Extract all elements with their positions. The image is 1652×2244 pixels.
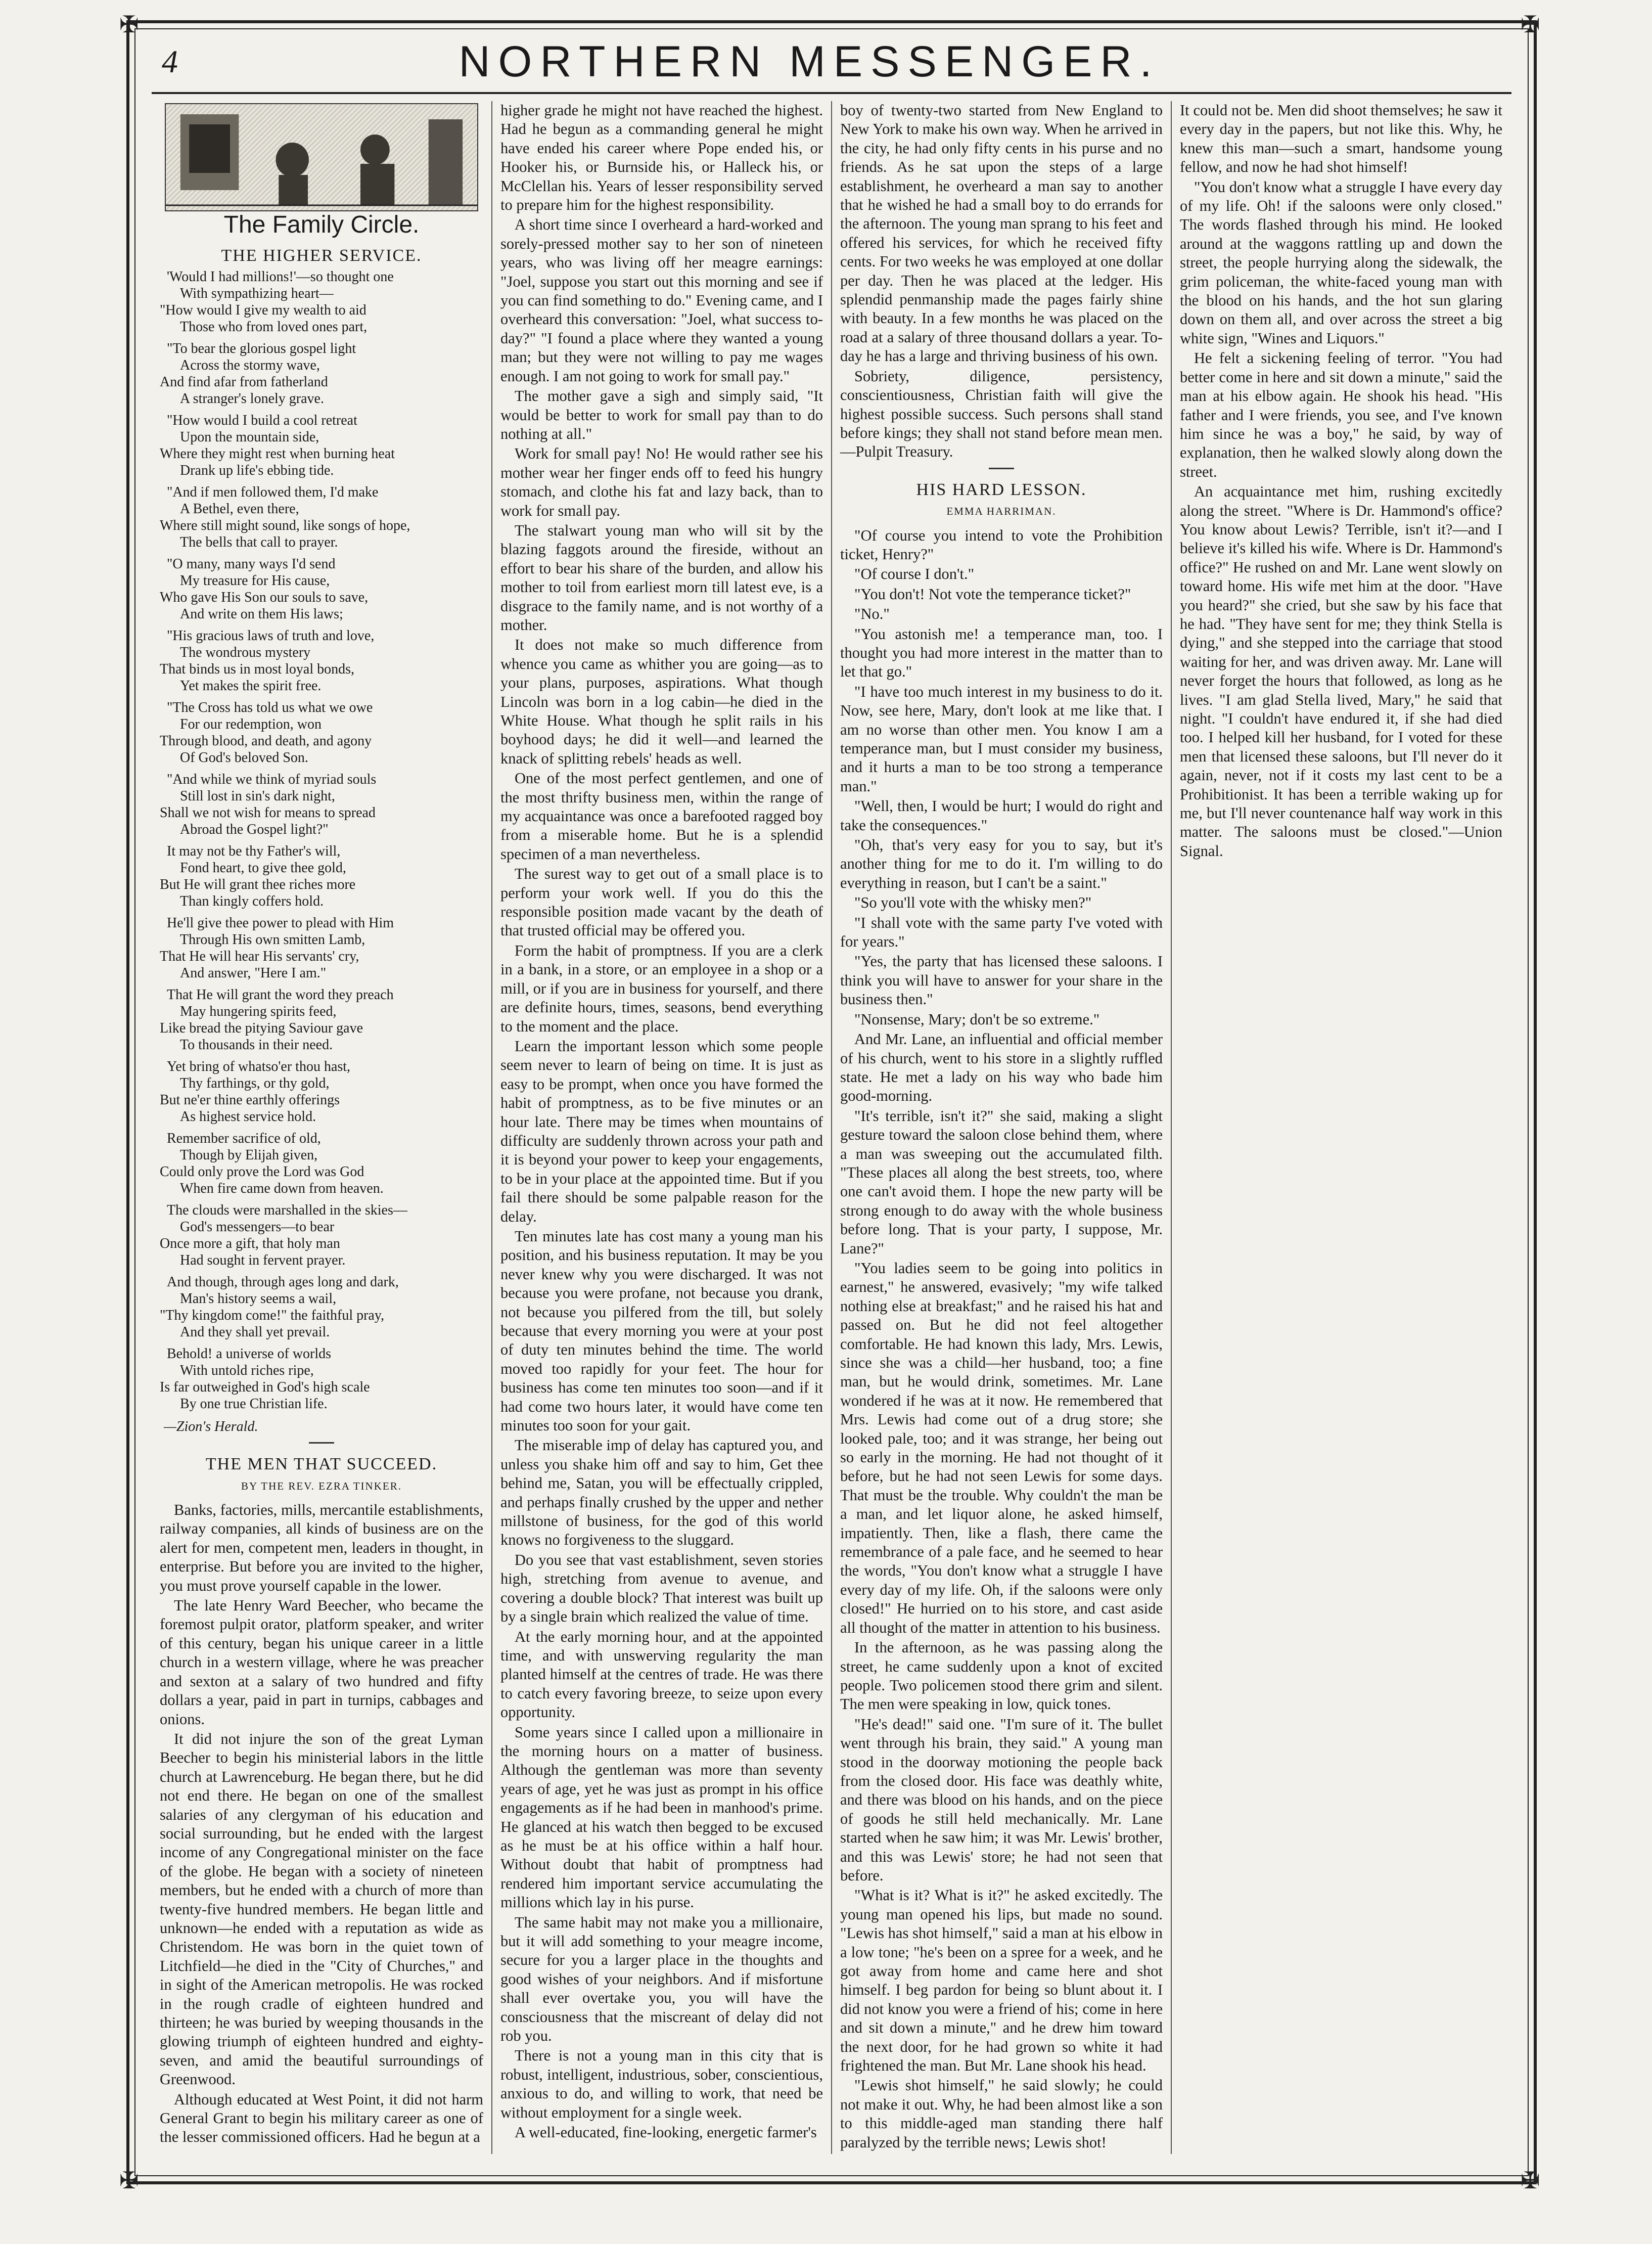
poem-line: A Bethel, even there, xyxy=(180,501,299,517)
poem-line: "O many, many ways I'd send xyxy=(167,556,336,572)
poem-stanza xyxy=(160,915,483,981)
poem-line: And answer, "Here I am." xyxy=(180,965,327,981)
text-columns xyxy=(152,101,1511,2154)
article-byline: BY THE REV. EZRA TINKER. xyxy=(241,1479,402,1492)
poem-line: And though, through ages long and dark, xyxy=(167,1274,399,1290)
column-2 xyxy=(491,101,831,2154)
poem-stanza xyxy=(160,699,483,766)
poem-stanza xyxy=(160,1274,483,1340)
poem-line: To thousands in their need. xyxy=(180,1037,333,1053)
article-paragraph: The miserable imp of delay has captured you, and unless you shake him off and say to him, Get thee behind me, Satan, you will be effectually crippled, and perhaps finally crushed by the upper and nether millstone of business, for the god of this world knows no forgiveness to the sluggard. xyxy=(500,1437,823,1549)
poem-line: "How would I give my wealth to aid xyxy=(160,302,366,318)
article-paragraph: "I have too much interest in my business to do it. Now, see here, Mary, don't look at me like that. I am no worse than other men. You know I am a temperance man, but I must consider my business, and it hurts a man to be too strong a temperance man." xyxy=(840,683,1163,795)
article-paragraph: It did not injure the son of the great Lyman Beecher to begin his ministerial labors in the little church at Lawrenceburg. He began there, but he did not end there. He began on one of the smallest salaries of any clergyman of his education and social surrounding, but he ended with the largest income of any Congregational minister on the face of the globe. He began with a society of nineteen members, but he ended with a church of more than twenty-five hundred members. He began little and unknown—he ended with a reputation as wide as Christendom. He was born in the quiet town of Litchfield—he died in the "City of Churches," and in sight of the American metropolis. He was rocked in the rough cradle of eighteen hundred and thirteen; he was buried by weeping thousands in the glowing triumph of eighteen hundred and eighty-seven, and amid the beautiful surroundings of Greenwood. xyxy=(160,1730,483,2088)
poem-line: That binds us in most loyal bonds, xyxy=(160,661,354,677)
poem-line: "To bear the glorious gospel light xyxy=(167,340,356,356)
poem-line: Abroad the Gospel light?" xyxy=(180,821,329,837)
poem-line: Across the stormy wave, xyxy=(180,357,320,373)
article-paragraph: Banks, factories, mills, mercantile establishments, railway companies, all kinds of business are on the alert for men, competent men, leaders in thought, in enterprise. But before you are invited to the higher, you must prove yourself capable in the lower. xyxy=(160,1501,483,1594)
poem-line: With sympathizing heart— xyxy=(180,285,334,301)
corner-ornament-icon: ✠ xyxy=(1521,2168,1540,2193)
poem-line: And they shall yet prevail. xyxy=(180,1324,330,1340)
poem-line: Yet makes the spirit free. xyxy=(180,678,322,694)
article-paragraph: He felt a sickening feeling of terror. "You had better come in here and sit down a minute," said the man at his elbow again. He shook his head. "His father and I were friends, you see, and I've known him since he was a boy," he said, by way of explanation, then he walked slowly along down the street. xyxy=(1180,349,1502,480)
article-paragraph: "You astonish me! a temperance man, too. I thought you had more interest in the matter than to let that go." xyxy=(840,625,1163,681)
poem-stanza xyxy=(160,1130,483,1197)
article-byline: EMMA HARRIMAN. xyxy=(946,505,1057,518)
divider xyxy=(309,1442,334,1444)
poem-stanza xyxy=(160,627,483,694)
poem-stanza xyxy=(160,986,483,1053)
article-paragraph: It does not make so much difference from whence you came as whither you are going—as to your plans, purposes, aspirations. What though Lincoln was born in a log cabin—he died in the White House. What though he split rails in his boyhood days; he did it well—and learned the knack of splitting rebels' heads as well. xyxy=(500,636,823,767)
poem-line: And find afar from fatherland xyxy=(160,374,328,390)
poem-title: THE HIGHER SERVICE. xyxy=(221,246,422,265)
article-paragraph: At the early morning hour, and at the appointed time, and with unswerving regularity the man planted himself at the centres of trade. He was there to catch every favoring breeze, to seize upon every opportunity. xyxy=(500,1628,823,1721)
column-1 xyxy=(152,101,491,2154)
article-paragraph: One of the most perfect gentlemen, and one of the most thrifty business men, within the range of my acquaintance was once a barefooted ragged boy from a miserable home. But he is a splendid specimen of a man nevertheless. xyxy=(500,770,823,863)
article-paragraph: "What is it? What is it?" he asked excitedly. The young man opened his lips, but made no sound. "Lewis has shot himself," said a man at his elbow in a low tone; "he's been on a spree for a week, and he got away from home and came here and shot himself. I beg pardon for being so blunt about it. I did not know you were a friend of his; come in here and sit down a minute," and he drew him toward the next door, for he had grown so white it had frightened the man. But Mr. Lane shook his head. xyxy=(840,1887,1163,2075)
page-number: 4 xyxy=(162,43,178,79)
article-paragraph: Do you see that vast establishment, seven stories high, stretching from avenue to avenue, and covering a double block? That interest was built up by a single brain which realized the value of time. xyxy=(500,1551,823,1626)
poem-line: Like bread the pitying Saviour gave xyxy=(160,1020,363,1036)
corner-ornament-icon: ✠ xyxy=(1521,12,1540,37)
poem-line: "And if men followed them, I'd make xyxy=(167,484,379,500)
poem-line: 'Would I had millions!'—so thought one xyxy=(167,268,394,285)
poem-line: May hungering spirits feed, xyxy=(180,1003,337,1019)
poem-line: The clouds were marshalled in the skies— xyxy=(167,1202,407,1218)
poem-line: He'll give thee power to plead with Him xyxy=(167,915,394,931)
poem-line: By one true Christian life. xyxy=(180,1396,328,1412)
article-paragraph: A short time since I overheard a hard-worked and sorely-pressed mother say to her son of nineteen years, who was living off her meagre earnings: "Joel, suppose you start out this morning and see if you can find something to do." Evening came, and I overheard this conversation: "Joel, what success to-day?" "I found a place where they wanted a young man; but they were not willing to pay me wages enough. I am not going to work for small pay." xyxy=(500,216,823,385)
poem-stanza xyxy=(160,412,483,479)
poem-line: Could only prove the Lord was God xyxy=(160,1163,364,1180)
article-paragraph-continued: higher grade he might not have reached the highest. Had he begun as a commanding general he might have ended his career where Pope ended his, or Hooker his, or Burnside his, or Halleck his, or McClellan his. Years of lesser responsibility served to prepare him for the highest responsibility. xyxy=(500,102,823,214)
article-paragraph: "Nonsense, Mary; don't be so extreme." xyxy=(854,1010,1100,1028)
poem-line: Where they might rest when burning heat xyxy=(160,445,395,462)
poem-line: When fire came down from heaven. xyxy=(180,1180,384,1196)
poem-line: A stranger's lonely grave. xyxy=(180,390,324,407)
article-paragraph: Some years since I called upon a millionaire in the morning hours on a matter of business. Although the gentleman was more than seventy years of age, yet he was just as prompt in his office engagements as if he had been in manhood's prime. He glanced at his watch then begged to be excused as he must be at his office within a half hour. Without doubt that habit of promptness had rendered him important service accumulating the millions which lay in his purse. xyxy=(500,1723,823,1911)
article-paragraph: The mother gave a sigh and simply said, "It would be better to work for small pay than to do nothing at all." xyxy=(500,387,823,442)
poem-line: Those who from loved ones part, xyxy=(180,319,368,335)
poem-line: For our redemption, won xyxy=(180,716,322,732)
poem-line: Upon the mountain side, xyxy=(180,429,319,445)
family-scene-illustration xyxy=(166,104,477,210)
article-paragraph: The late Henry Ward Beecher, who became the foremost pulpit orator, platform speaker, and writer of this century, began his unique career in a little church in a western village, where he was preacher and sexton at a salary of two hundred and fifty dollars a year, paid in part in turnips, cabbages and onions. xyxy=(160,1597,483,1728)
article-paragraph: "You don't! Not vote the temperance ticket?" xyxy=(854,585,1131,603)
poem-stanza xyxy=(160,1058,483,1125)
poem-line: Than kingly coffers hold. xyxy=(180,893,324,909)
poem-line: "The Cross has told us what we owe xyxy=(167,699,373,715)
article-paragraph: "Of course you intend to vote the Prohibition ticket, Henry?" xyxy=(840,526,1163,563)
article-paragraph: Learn the important lesson which some people seem never to learn of being on time. It is just as easy to be prompt, when once you have formed the habit of promptness, as to be five minutes or an hour late. There may be times when mountains of difficulty are suddenly thrown across your path and it is beyond your power to keep your engagements, to be in your place at the appointed time. But if you fail there should be some palpable reason for the delay. xyxy=(500,1037,823,1225)
article-paragraph: The stalwart young man who will sit by the blazing faggots around the fireside, without an effort to bear his share of the burden, and allow his mother to toil from earliest morn till latest eve, is a disgrace to the family name, and is not worthy of a mother. xyxy=(500,521,823,634)
article-paragraph-continued: It could not be. Men did shoot themselves; he saw it every day in the papers, but not like this. Why, he knew this man—such a smart, handsome young fellow, and now he had shot himself! xyxy=(1180,102,1502,176)
poem-stanza xyxy=(160,771,483,838)
poem-stanza xyxy=(160,340,483,407)
poem-line: Fond heart, to give thee gold, xyxy=(180,860,346,876)
poem-line: "His gracious laws of truth and love, xyxy=(167,627,375,644)
article-paragraph: The surest way to get out of a small place is to perform your work well. If you do this the responsible position made vacant by the death of that trusted official may be offered you. xyxy=(500,865,823,939)
article-paragraph: "Of course I don't." xyxy=(854,565,975,583)
poem-stanza xyxy=(160,484,483,551)
poem-line: Drank up life's ebbing tide. xyxy=(180,462,334,478)
article-paragraph: Work for small pay! No! He would rather see his mother wear her finger ends off to feed his hungry stomach, and clothe his fat and lazy back, than to work for small pay. xyxy=(500,445,823,519)
article-paragraph: "Lewis shot himself," he said slowly; he could not make it out. Why, he had been almost like a son to this middle-aged man standing there half paralyzed by the terrible news; Lewis shot! xyxy=(840,2077,1163,2151)
poem-line: Shall we not wish for means to spread xyxy=(160,804,376,821)
poem-line: "And while we think of myriad souls xyxy=(167,771,377,787)
poem-line: The wondrous mystery xyxy=(180,644,311,660)
divider xyxy=(989,468,1014,469)
article-paragraph: "Yes, the party that has licensed these saloons. I think you will have to answer for your share in the business then." xyxy=(840,953,1163,1008)
corner-ornament-icon: ✠ xyxy=(119,2168,139,2193)
poem-line: Through blood, and death, and agony xyxy=(160,733,372,749)
article-paragraph: Form the habit of promptness. If you are a clerk in a bank, in a store, or an employee in a shop or a mill, or if you are in business for yourself, and there are definite hours, times, seasons, bend everything to the moment and the place. xyxy=(500,941,823,1035)
article-paragraph: Ten minutes late has cost many a young man his position, and his business reputation. It may be you never knew why you were discharged. It was not because you were profane, not because you drank, not because you pilfered from the till, but solely because that every morning you were at your post of duty ten minutes behind the time. The world moved too rapidly for your feet. The hour for business has come ten minutes too soon—and if it had come two hours later, it would have come ten minutes too soon for your gait. xyxy=(500,1227,823,1434)
article-paragraph: "You don't know what a struggle I have every day of my life. Oh! if the saloons were only closed." The words flashed through his mind. He looked around at the waggons rattling up and down the street, the people hurrying along the sidewalk, the grim policeman, the white-faced young man with the blood on his hands, and the hot sun glaring down on them all, and over across the street a big white sign, "Wines and Liquors." xyxy=(1180,178,1502,347)
article-paragraph: "Well, then, I would be hurt; I would do right and take the consequences." xyxy=(840,797,1163,834)
poem-line: God's messengers—to bear xyxy=(180,1219,335,1235)
poem-line: And write on them His laws; xyxy=(180,606,343,622)
article-paragraph: "I shall vote with the same party I've voted with for years." xyxy=(840,914,1163,951)
article-paragraph: "No." xyxy=(854,605,890,623)
poem-line: Still lost in sin's dark night, xyxy=(180,788,335,804)
poem-line: But He will grant thee riches more xyxy=(160,876,356,892)
masthead xyxy=(152,31,1511,94)
poem-line: That He will grant the word they preach xyxy=(167,986,394,1003)
poem-line: Yet bring of whatso'er thou hast, xyxy=(167,1058,351,1074)
poem-line: Had sought in fervent prayer. xyxy=(180,1252,346,1268)
poem-line: But ne'er thine earthly offerings xyxy=(160,1092,340,1108)
article-paragraph: "He's dead!" said one. "I'm sure of it. The bullet went through his brain, they said." A young man stood in the doorway motioning the people back from the closed door. His face was deathly white, and there was blood on his hands, and on the piece of goods he still held mechanically. Mr. Lane started when he saw him; it was Mr. Lewis' brother, and this was Lewis' store; he had not seen that before. xyxy=(840,1715,1163,1884)
poem-line: Of God's beloved Son. xyxy=(180,749,308,766)
corner-ornament-icon: ✠ xyxy=(119,12,139,37)
poem-line: Once more a gift, that holy man xyxy=(160,1235,340,1251)
poem-line: "How would I build a cool retreat xyxy=(167,412,357,428)
article-paragraph-continued: boy of twenty-two started from New England to New York to make his own way. When he arrived in the city, he had only fifty cents in his purse and no friends. As he sat upon the steps of a large establishment, he overheard a man say to another that he wished he had a small boy to do errands for the afternoon. The young man sprang to his feet and offered his services, for which he received fifty cents. For two weeks he was employed at one dollar per day. Then he was placed at the ledger. His splendid penmanship made the pages fairly shine with beauty. In a few months he was placed on the road at a salary of three thousand dollars a year. To-day he has a large and thriving business of his own. xyxy=(840,102,1163,365)
poem-line: Thy farthings, or thy gold, xyxy=(180,1075,330,1091)
poem-line: Behold! a universe of worlds xyxy=(167,1345,332,1362)
article-paragraph: Although educated at West Point, it did not harm General Grant to begin his military career as one of the lesser commissioned officers. Had he begun at a xyxy=(160,2090,483,2146)
article-paragraph: There is not a young man in this city that is robust, intelligent, industrious, sober, conscientious, anxious to do, and willing to work, that need be without employment for a single week. xyxy=(500,2047,823,2121)
article-paragraph: "So you'll vote with the whisky men?" xyxy=(854,894,1092,912)
poem-line: My treasure for His cause, xyxy=(180,572,330,589)
article-body xyxy=(160,1501,483,2147)
poem-line: It may not be thy Father's will, xyxy=(167,843,341,859)
article-paragraph: Sobriety, diligence, persistency, conscientiousness, Christian faith will give the highest possible success. Such persons shall stand before kings; they shall not stand before mean men.—Pulpit Treasury. xyxy=(840,367,1163,461)
article-title: HIS HARD LESSON. xyxy=(916,480,1087,499)
poem-stanza xyxy=(160,843,483,910)
poem-line: With untold riches ripe, xyxy=(180,1362,314,1378)
poem-line: Through His own smitten Lamb, xyxy=(180,931,365,948)
poem-stanza xyxy=(160,1202,483,1269)
column-3 xyxy=(831,101,1171,2154)
article-paragraph: "It's terrible, isn't it?" she said, making a slight gesture toward the saloon close behind them, where a man was sweeping out the accumulated filth. "These places all along the best streets, too, where one can't avoid them. I hope the new party will be strong enough to do away with the whole business before long. That is your party, I suppose, Mr. Lane?" xyxy=(840,1107,1163,1257)
poem-line: "Thy kingdom come!" the faithful pray, xyxy=(160,1307,385,1323)
section-heading: The Family Circle. xyxy=(223,211,420,238)
poem-line: Is far outweighed in God's high scale xyxy=(160,1379,370,1395)
poem-line: Though by Elijah given, xyxy=(180,1147,318,1163)
poem-stanza xyxy=(160,268,483,335)
poem-line: As highest service hold. xyxy=(180,1108,316,1125)
poem-line: Remember sacrifice of old, xyxy=(167,1130,321,1146)
article-paragraph: "Oh, that's very easy for you to say, but it's another thing for me to do it. I'm willing to do everything in reason, but I can't be a saint." xyxy=(840,836,1163,891)
article-paragraph: "You ladies seem to be going into politics in earnest," he answered, evasively; "my wife talked nothing else at breakfast;" and he raised his hat and passed on. But he did not feel altogether comfortable. He had known this lady, Mrs. Lewis, since she was a child—her husband, too; a fine man, but he would drink, sometimes. Mr. Lane wondered if he was at it now. He remembered that Mrs. Lewis had come out of a drug store; she looked pale, too; and it was strange, her being out so early in the morning. He had not thought of it before, but he had not seen Lewis for some days. That must be the trouble. Why couldn't the man be a man, and let liquor alone, he asked himself, impatiently. Then, like a flash, there came the remembrance of a pale face, and he seemed to hear the words, "You don't know what a struggle I have every day of my life. Oh, if the saloons were only closed!" He hurried on to his store, and cast aside all thought of the matter in attention to his business. xyxy=(840,1259,1163,1636)
article-paragraph: A well-educated, fine-looking, energetic farmer's xyxy=(515,2124,817,2141)
poem-line: The bells that call to prayer. xyxy=(180,534,338,550)
article-paragraph: An acquaintance met him, rushing excitedly along the street. "Where is Dr. Hammond's office? You know about Lewis? Terrible, isn't it?—and I believe it's killed his wife. Where is Dr. Hammond's office?" He rushed on and Mr. Lane went slowly on toward home. His wife met him at the door. "Have you heard?" she cried, but she saw by his face that he had. "They have sent for me; they think Stella is dying," and she stepped into the carriage that stood waiting for her, and was driven away. Mr. Lane will never forget the hours that followed, as long as he lives. "I am glad Stella lived, Mary," he said that night. "I couldn't have endured it, if she had died too. I helped kill her husband, for I voted for these men that licensed these saloons, but I'll never do it again, never, not if it costs my last cent to be a Prohibitionist. It has been a terrible waking up for me, but I'll never countenance half way work in this matter. The saloons must be closed."—Union Signal. xyxy=(1180,483,1502,860)
poem-stanza xyxy=(160,1345,483,1412)
poem-source: —Zion's Herald. xyxy=(164,1418,258,1434)
poem-line: Man's history seems a wail, xyxy=(180,1290,337,1307)
article-paragraph: In the afternoon, as he was passing along the street, he came suddenly upon a knot of excited people. Two policemen stood there grim and silent. The men were speaking in low, quick tones. xyxy=(840,1639,1163,1713)
poem-stanza xyxy=(160,556,483,622)
family-circle-engraving xyxy=(165,103,478,211)
poem-line: Where still might sound, like songs of hope, xyxy=(160,517,410,533)
article-paragraph: The same habit may not make you a millionaire, but it will add something to your meagre income, secure for you a larger place in the thoughts and good wishes of your neighbors. And if misfortune shall ever overtake you, you will have the consciousness that the miscreant of delay did not rob you. xyxy=(500,1913,823,2045)
newspaper-title: NORTHERN MESSENGER. xyxy=(458,37,1160,86)
column-4 xyxy=(1171,101,1510,2154)
article-paragraph: And Mr. Lane, an influential and official member of his church, went to his store in a slightly ruffled state. He met a lady on his way who bade him good-morning. xyxy=(840,1030,1163,1105)
article-title: THE MEN THAT SUCCEED. xyxy=(205,1455,438,1474)
poem-body xyxy=(160,268,483,1412)
poem-line: Who gave His Son our souls to save, xyxy=(160,589,369,605)
poem-line: That He will hear His servants' cry, xyxy=(160,948,359,964)
